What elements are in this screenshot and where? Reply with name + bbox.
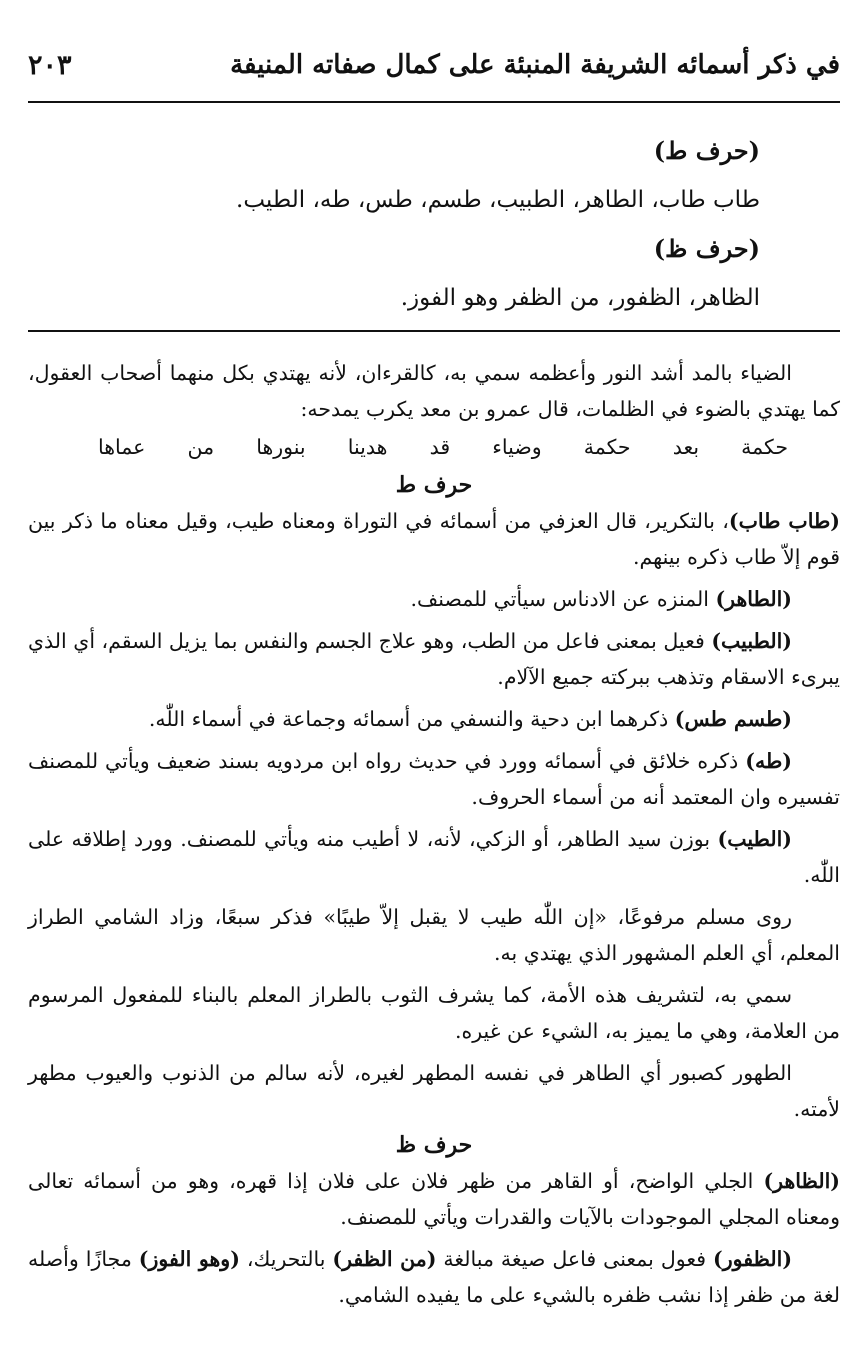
names-line-za: الظاهر، الظفور، من الظفر وهو الفوز. (400, 285, 760, 311)
entry-text: ، بالتكرير، قال العزفي من أسمائه في التوراة ومعناه طيب، وقيل معناه ما ذكر بين قوم إلاّ طاب ذكره بينهم. (28, 509, 840, 569)
heading-letter-za: (حرف ظ) (653, 234, 760, 263)
entry-term: (طه) (745, 749, 792, 773)
entry-tasam-tas (28, 701, 840, 737)
header-divider (28, 101, 840, 103)
entry-term: (الطاهر) (715, 587, 792, 611)
main-text-block (28, 128, 840, 324)
entry-text: المنزه عن الادناس سيأتي للمصنف. (410, 587, 716, 611)
entry-text: بوزن سيد الطاهر، أو الزكي، لأنه، لا أطيب منه ويأتي للمصنف. وورد إطلاقه على اللّٰه. (28, 827, 840, 887)
entry-al-zufur (28, 1241, 840, 1313)
entry-al-tayyib (28, 821, 840, 893)
entry-text: ذكره خلائق في أسمائه وورد في حديث رواه ابن مردويه بسند ضعيف ويأتي للمصنف تفسيره وان المعتمد أنه من أسماء الحروف. (28, 749, 840, 809)
entry-term: (الظفور) (713, 1247, 793, 1271)
entry-al-tabib (28, 623, 840, 695)
heading-letter-ta: (حرف ط) (653, 136, 760, 165)
section-heading-ta: حرف ط (395, 472, 473, 498)
entry-text: بالتحريك، (239, 1247, 333, 1271)
entry-al-zahir (28, 1163, 840, 1235)
page-header (28, 50, 840, 100)
entry-term: (الطيب) (717, 827, 792, 851)
poetry-verse: حكمة بعد حكمة وضياء قد هدينا بنورها من عماها (98, 435, 788, 459)
page-number: ٢٠٣ (28, 50, 72, 81)
commentary-block (28, 355, 840, 1313)
main-text-divider (28, 330, 840, 332)
running-title: في ذكر أسمائه الشريفة المنبئة على كمال صفاته المنيفة (230, 50, 840, 80)
entry-text: الجلي الواضح، أو القاهر من ظهر فلان على فلان إذا قهره، وهو من أسمائه تعالى ومعناه المجلي الموجودات بالآيات والقدرات ويأتي للمصنف. (28, 1169, 840, 1229)
entry-text: ذكرهما ابن دحية والنسفي من أسمائه وجماعة في أسماء اللّٰه. (148, 707, 675, 731)
paragraph-sumiya-bihi: سمي به، لتشريف هذه الأمة، كما يشرف الثوب بالطراز المعلم بالبناء للمفعول المرسوم من العلامة، وهي ما يميز به، الشيء عن غيره. (28, 983, 840, 1043)
entry-al-tahir (28, 581, 840, 617)
entry-text: فعول بمعنى فاعل صيغة مبالغة (436, 1247, 713, 1271)
entry-term: (وهو الفوز) (138, 1247, 240, 1271)
entry-taha (28, 743, 840, 815)
section-heading-za: حرف ظ (395, 1132, 473, 1158)
entry-term: (طسم طس) (674, 707, 792, 731)
entry-term: (الظاهر) (763, 1169, 840, 1193)
entry-term: (الطبيب) (711, 629, 792, 653)
entry-text: فعيل بمعنى فاعل من الطب، وهو علاج الجسم والنفس بما يزيل السقم، أي الذي يبرىء الاسقام وتذهب ببركته جميع الآلام. (28, 629, 840, 689)
entry-text: مجازًا وأصله لغة من ظفر إذا نشب ظفره بالشيء على ما يفيده الشامي. (28, 1247, 840, 1307)
entry-term: (طاب طاب) (728, 509, 840, 533)
names-line-ta: طاب طاب، الطاهر، الطبيب، طسم، طس، طه، الطيب. (236, 187, 760, 213)
entry-taab-taab (28, 503, 840, 575)
paragraph-al-tahur: الطهور كصبور أي الطاهر في نفسه المطهر لغيره، لأنه سالم من الذنوب والعيوب مطهر لأمته. (28, 1061, 840, 1121)
commentary-intro: الضياء بالمد أشد النور وأعظمه سمي به، كالقرءان، لأنه يهتدي بكل منهما أصحاب العقول، كما يهتدي بالضوء في الظلمات، قال عمرو بن معد يكرب يمدحه: (28, 361, 840, 421)
paragraph-muslim-hadith: روى مسلم مرفوعًا، «إن اللّٰه طيب لا يقبل إلاّ طيبًا» فذكر سبعًا، وزاد الشامي الطراز المعلم، أي العلم المشهور الذي يهتدي به. (28, 905, 840, 965)
entry-term: (من الظفر) (332, 1247, 437, 1271)
